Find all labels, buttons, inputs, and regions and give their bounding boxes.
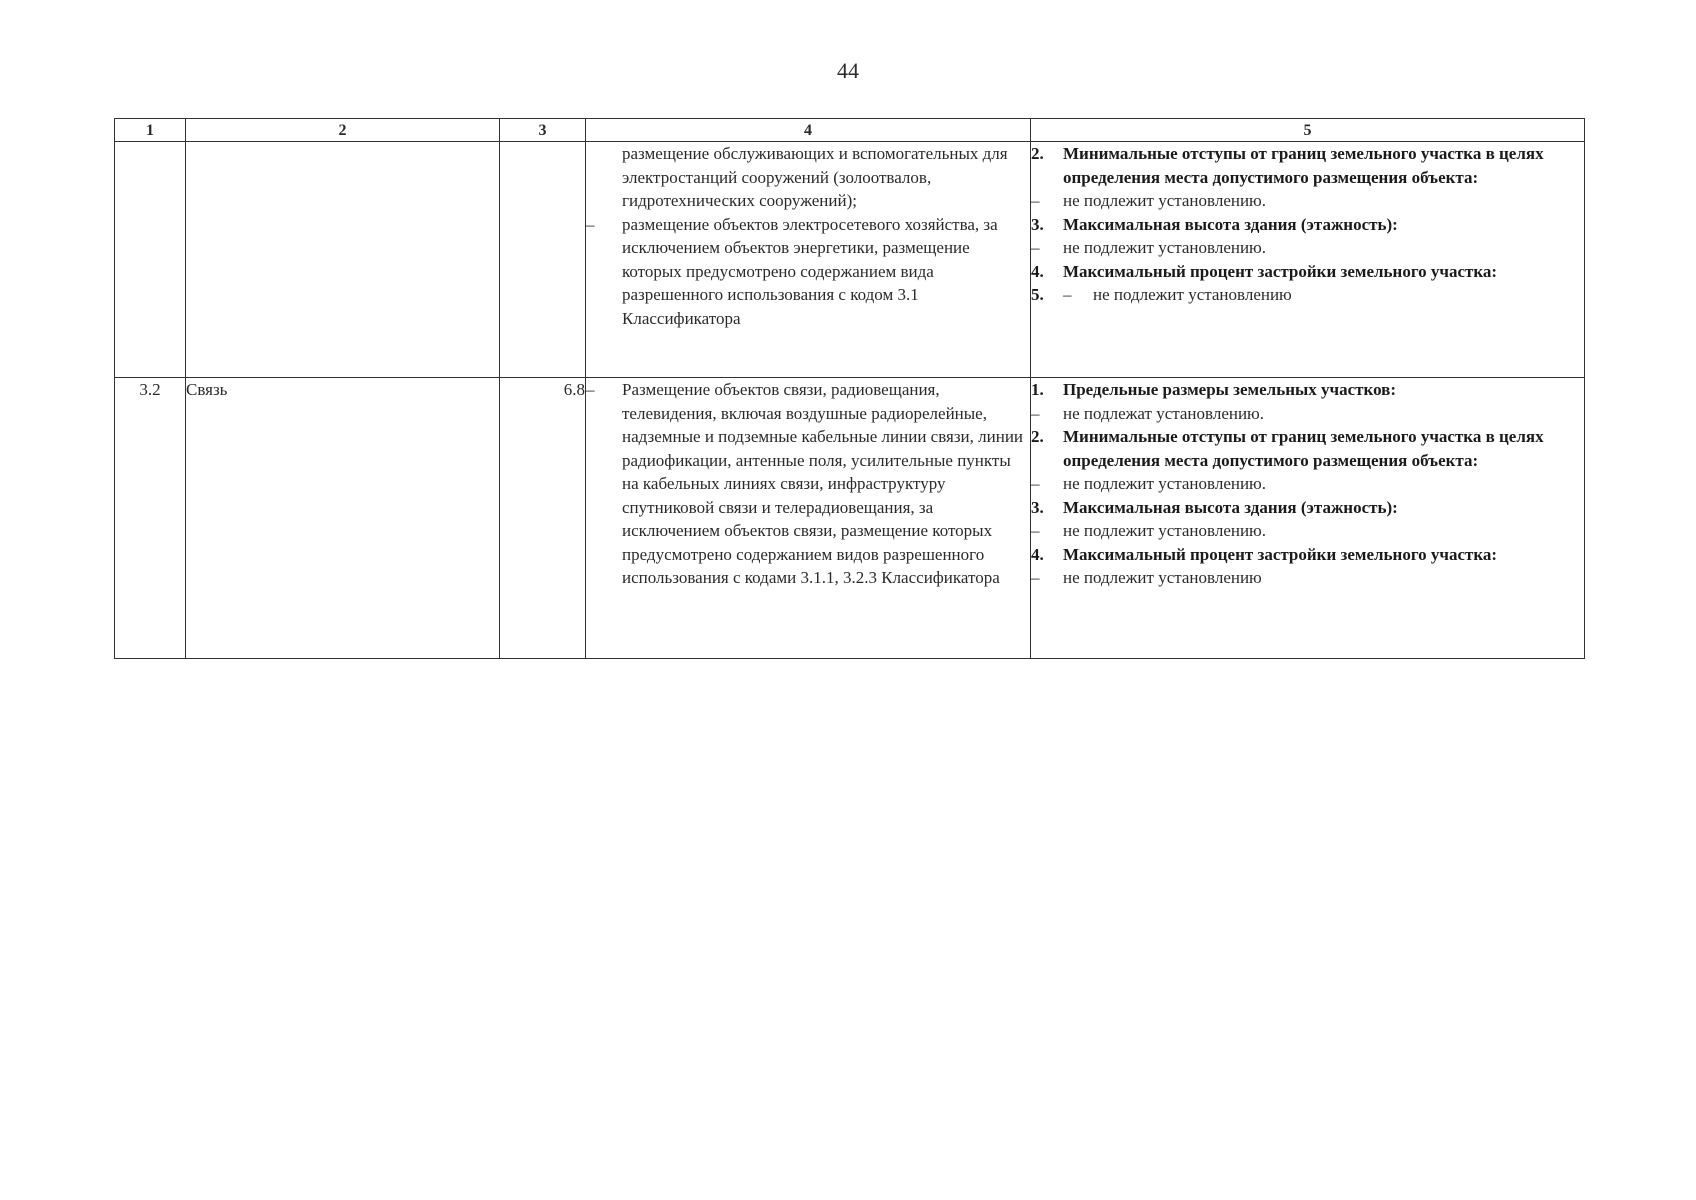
row-code-cell: 3.2 xyxy=(115,378,186,659)
parameter-heading xyxy=(1031,260,1584,284)
parameter-number: 4. xyxy=(1031,544,1044,564)
parameter-value xyxy=(1031,402,1584,426)
table-row xyxy=(115,142,1585,378)
parameter-value-text: не подлежит установлению. xyxy=(1063,191,1267,210)
parameter-heading-text: Максимальный процент застройки земельного участка: xyxy=(1063,544,1498,564)
zoning-table xyxy=(114,118,1585,659)
parameter-value xyxy=(1031,472,1584,496)
parameter-value-text: не подлежат установлению. xyxy=(1063,403,1265,423)
parameter-number: 5. xyxy=(1031,285,1044,304)
parameter-heading-text: Минимальные отступы от границ земельного участка в целях определения места допустимого размещения объекта: xyxy=(1063,427,1544,470)
column-header: 1 xyxy=(115,119,186,142)
parameter-heading xyxy=(1031,425,1584,472)
dash-marker: – xyxy=(1063,285,1072,304)
parameter-value-text: не подлежит установлению xyxy=(1093,285,1292,304)
dash-marker: – xyxy=(586,214,595,234)
parameter-number: 2. xyxy=(1031,144,1044,163)
description-item xyxy=(586,213,1030,331)
parameter-heading xyxy=(1031,543,1584,567)
parameter-heading-text: Максимальная высота здания (этажность): xyxy=(1063,497,1398,517)
column-header: 2 xyxy=(186,119,500,142)
parameter-value xyxy=(1031,519,1584,543)
parameter-heading-text: Предельные размеры земельных участков: xyxy=(1063,380,1397,399)
dash-marker: – xyxy=(1031,521,1040,540)
dash-marker: – xyxy=(586,380,595,399)
parameter-value xyxy=(1031,566,1584,590)
parameter-number: 2. xyxy=(1031,427,1044,446)
parameter-number: 3. xyxy=(1031,497,1044,517)
parameter-value-text: не подлежит установлению. xyxy=(1063,474,1267,493)
row-code-cell xyxy=(115,142,186,378)
dash-marker: – xyxy=(1031,191,1040,210)
dash-marker: – xyxy=(1031,403,1040,423)
row-parameters-cell xyxy=(1031,142,1585,378)
parameter-heading xyxy=(1031,213,1584,237)
row-description-cell xyxy=(586,378,1031,659)
parameter-value-text xyxy=(1063,283,1584,307)
parameter-value xyxy=(1031,283,1584,307)
row-classifier-code-cell xyxy=(500,142,586,378)
parameter-value-text: не подлежит установлению xyxy=(1063,568,1262,587)
table-row xyxy=(115,378,1585,659)
dash-marker: – xyxy=(1031,474,1040,493)
parameter-number: 3. xyxy=(1031,214,1044,234)
parameter-value-text: не подлежит установлению. xyxy=(1063,521,1267,540)
description-text: Размещение объектов связи, радиовещания, телевидения, включая воздушные радиорелейные, надземные и подземные кабельные линии связи, линии радиофикации, антенные поля, усилительные пункты на кабельных линиях связи, инфраструктуру спутниковой связи и телерадиовещания, за исключением объектов связи, размещение которых предусмотрено содержанием видов разрешенного использования с кодами 3.1.1, 3.2.3 Классификатора xyxy=(622,380,1024,587)
parameter-heading-text: Максимальный процент застройки земельного участка: xyxy=(1063,261,1498,281)
parameter-heading xyxy=(1031,378,1584,402)
row-parameters-cell xyxy=(1031,378,1585,659)
column-header: 4 xyxy=(586,119,1031,142)
row-name-cell: Связь xyxy=(186,378,500,659)
column-header: 3 xyxy=(500,119,586,142)
parameter-heading xyxy=(1031,496,1584,520)
parameter-heading-text: Максимальная высота здания (этажность): xyxy=(1063,214,1398,234)
dash-marker: – xyxy=(1031,568,1040,587)
parameter-number: 1. xyxy=(1031,380,1044,399)
page-number: 44 xyxy=(837,58,859,83)
parameter-heading xyxy=(1031,142,1584,189)
description-continuation: размещение обслуживающих и вспомогательных для электростанций сооружений (золоотвалов, гидротехнических сооружений); xyxy=(622,144,1008,210)
description-text: размещение объектов электросетевого хозяйства, за исключением объектов энергетики, размещение которых предусмотрено содержанием вида разрешенного использования с кодом 3.1 Классификатора xyxy=(622,214,998,328)
column-header: 5 xyxy=(1031,119,1585,142)
row-description-cell xyxy=(586,142,1031,378)
parameter-value xyxy=(1031,236,1584,260)
row-name-cell xyxy=(186,142,500,378)
parameter-value xyxy=(1031,189,1584,213)
row-classifier-code-cell: 6.8 xyxy=(500,378,586,659)
parameter-value-text: не подлежит установлению. xyxy=(1063,238,1267,257)
dash-marker: – xyxy=(1031,238,1040,257)
parameter-number: 4. xyxy=(1031,261,1044,281)
description-item xyxy=(586,378,1030,590)
parameter-heading-text: Минимальные отступы от границ земельного участка в целях определения места допустимого размещения объекта: xyxy=(1063,144,1544,187)
table-header-row xyxy=(115,119,1585,142)
